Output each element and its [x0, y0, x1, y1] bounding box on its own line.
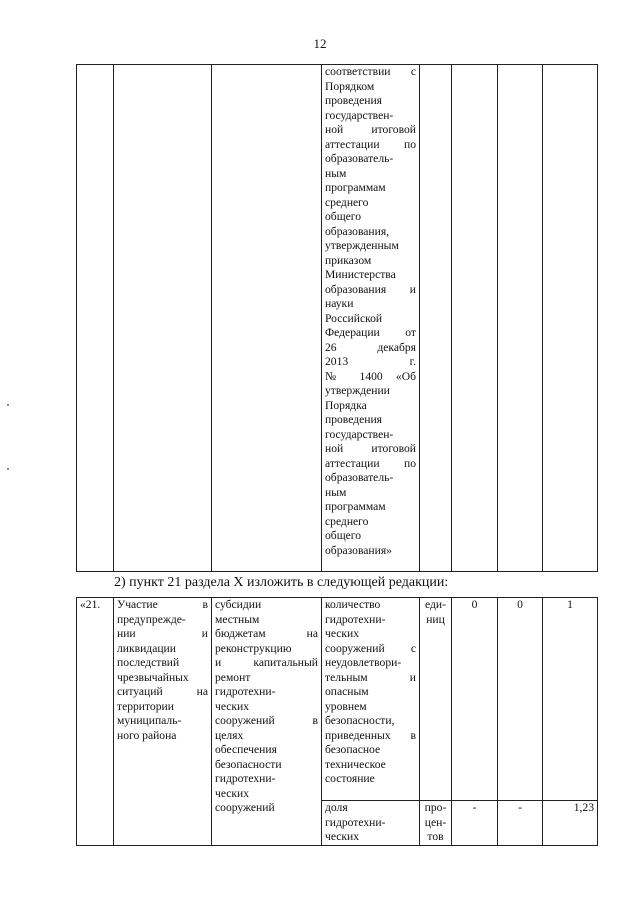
- text-line: Порядка: [325, 398, 367, 412]
- text-line: Порядком: [325, 79, 375, 93]
- scan-mark: [7, 404, 9, 406]
- text-line: ным: [325, 485, 347, 499]
- text-line: ного района: [117, 728, 177, 742]
- text-line: еди-: [425, 598, 446, 611]
- text-line: среднего: [325, 195, 369, 209]
- unit-cell: [420, 598, 452, 801]
- text-line: безопасности: [215, 757, 282, 771]
- text-line: безопасности,: [325, 714, 395, 727]
- text-line: аттестации по: [325, 456, 416, 470]
- text-line: программам: [325, 500, 386, 513]
- text-line: ниц: [426, 612, 445, 626]
- text-line: субсидии: [215, 598, 262, 611]
- text-line: № 1400 «Об: [325, 369, 416, 383]
- item-number-cell: «21.: [77, 598, 114, 846]
- text-line: образования и: [325, 282, 416, 296]
- text-line: приказом: [325, 253, 372, 267]
- text-line: ной итоговой: [325, 442, 416, 455]
- value-cell: 1: [543, 598, 598, 801]
- text-line: Российской: [325, 311, 383, 325]
- table-row: [77, 598, 598, 801]
- value-cell: 1,23: [543, 801, 598, 846]
- text-line: неудовлетвори-: [325, 656, 402, 669]
- value-cell: -: [452, 801, 498, 846]
- text-line: состояние: [325, 772, 375, 785]
- text-line: утвержденным: [325, 239, 399, 252]
- text-line: образователь-: [325, 152, 394, 165]
- text-line: обеспечения: [215, 743, 277, 756]
- text-line: ческих: [215, 786, 250, 800]
- text-line: среднего: [325, 514, 369, 528]
- text-line: приведенных в: [325, 728, 416, 742]
- page-number: 12: [313, 36, 327, 51]
- text-line: про-: [424, 801, 447, 814]
- table-item-21: [76, 597, 598, 846]
- table-row: [77, 65, 598, 572]
- text-line: ной итоговой: [325, 123, 416, 136]
- text-line: техническое: [325, 757, 386, 771]
- text-line: гидротехни-: [325, 612, 386, 626]
- text-line: проведения: [325, 413, 382, 426]
- text-line: общего: [325, 210, 362, 223]
- unit-cell: [420, 801, 452, 846]
- value-cell: -: [498, 801, 543, 846]
- table-cell: [77, 65, 114, 572]
- text-line: доля: [325, 801, 348, 814]
- text-line: Участие в: [117, 598, 208, 611]
- indicator-cell: [322, 65, 420, 572]
- text-line: программам: [325, 181, 386, 194]
- subsidy-cell: [212, 598, 322, 846]
- text-line: образования»: [325, 543, 392, 557]
- indicator-cell: [322, 801, 420, 846]
- table-cell: [420, 65, 452, 572]
- text-line: аттестации по: [325, 137, 416, 151]
- text-line: Федерации от: [325, 326, 416, 339]
- text-line: тельным и: [325, 670, 416, 684]
- text-line: 2013 г.: [325, 355, 416, 368]
- table-cell: [543, 65, 598, 572]
- text-line: гидротехни-: [215, 685, 276, 698]
- text-line: цен-: [424, 815, 447, 829]
- value-cell: 0: [452, 598, 498, 801]
- text-line: чрезвычайных: [117, 670, 189, 684]
- text-line: Министерства: [325, 268, 396, 281]
- text-line: территории: [117, 699, 174, 713]
- text-line: утверждении: [325, 384, 390, 397]
- text-line: государствен-: [325, 108, 394, 122]
- text-line: сооружений: [215, 801, 275, 814]
- measure-cell: [114, 598, 212, 846]
- text-line: государствен-: [325, 427, 394, 441]
- table-cell: [212, 65, 322, 572]
- text-line: местным: [215, 612, 260, 626]
- text-line: образования,: [325, 224, 390, 238]
- text-line: ческих: [325, 830, 360, 843]
- text-line: нии и: [117, 627, 208, 640]
- text-line: гидротехни-: [325, 815, 386, 829]
- text-line: ситуаций на: [117, 685, 208, 698]
- text-line: ным: [325, 166, 347, 180]
- scan-mark: [7, 468, 9, 470]
- indicator-cell: [322, 598, 420, 801]
- amendment-intro: 2) пункт 21 раздела X изложить в следующей редакции:: [114, 575, 449, 590]
- text-line: общего: [325, 529, 362, 542]
- text-line: уровнем: [325, 699, 367, 713]
- text-line: сооружений в: [215, 714, 318, 727]
- value-cell: 0: [498, 598, 543, 801]
- text-line: проведения: [325, 94, 382, 107]
- text-line: бюджетам на: [215, 627, 318, 640]
- table-cell: [452, 65, 498, 572]
- text-line: образователь-: [325, 471, 394, 484]
- text-line: соответствии с: [325, 65, 416, 78]
- text-line: безопасное: [325, 743, 381, 756]
- text-line: муниципаль-: [117, 714, 182, 727]
- text-line: опасным: [325, 685, 369, 698]
- text-line: ческих: [215, 699, 250, 713]
- text-line: тов: [427, 830, 444, 843]
- text-line: ликвидации: [117, 641, 176, 655]
- text-line: предупрежде-: [117, 612, 186, 626]
- text-line: 26 декабря: [325, 340, 416, 354]
- text-line: реконструкцию: [215, 641, 292, 655]
- text-line: гидротехни-: [215, 772, 276, 785]
- table-cell: [114, 65, 212, 572]
- text-line: ческих: [325, 627, 360, 640]
- text-line: сооружений с: [325, 641, 416, 655]
- text-line: последствий: [117, 656, 180, 669]
- table-continuation: [76, 64, 598, 572]
- text-line: ремонт: [215, 670, 251, 684]
- table-cell: [498, 65, 543, 572]
- text-line: количество: [325, 598, 381, 611]
- text-line: целях: [215, 728, 244, 742]
- text-line: и капитальный: [215, 656, 318, 669]
- text-line: науки: [325, 297, 354, 310]
